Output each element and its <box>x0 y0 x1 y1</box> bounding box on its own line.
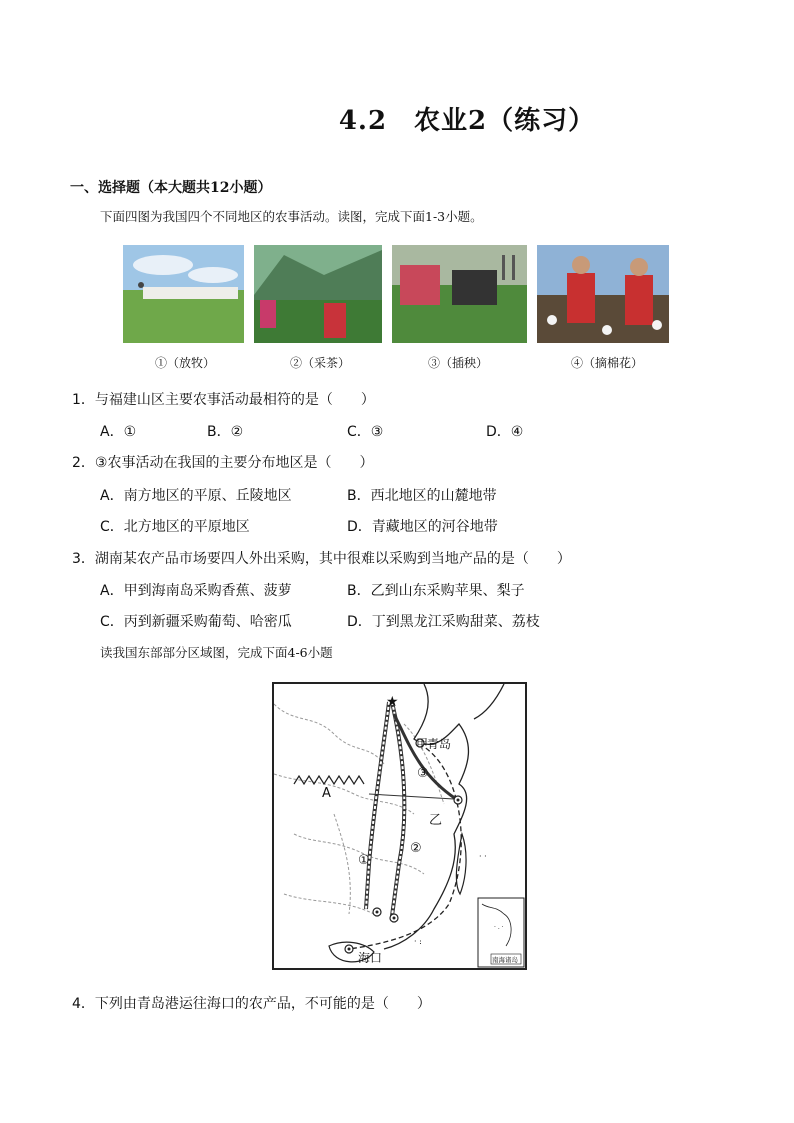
question-1: 1．与福建山区主要农事活动最相符的是（ ） <box>72 392 375 408</box>
svg-text:· . ·: · . · <box>494 924 504 931</box>
caption-1: ①（放牧） <box>154 356 215 370</box>
caption-2: ②（采茶） <box>289 356 350 370</box>
map-label-haikou: 海口 <box>358 951 383 965</box>
photo-rice-planting <box>392 245 527 343</box>
q2-option-a[interactable]: A．南方地区的平原、丘陵地区 <box>100 488 292 504</box>
question-3: 3．湖南某农产品市场要四人外出采购，其中很难以采购到当地产品的是（ ） <box>72 551 571 567</box>
map-label-yi: 乙 <box>429 813 443 828</box>
q2-option-b[interactable]: B．西北地区的山麓地带 <box>347 488 497 504</box>
q1-option-a[interactable]: A．① <box>100 424 137 440</box>
q3-option-c[interactable]: C．丙到新疆采购葡萄、哈密瓜 <box>100 614 292 630</box>
q3-option-a[interactable]: A．甲到海南岛采购香蕉、菠萝 <box>100 583 292 599</box>
q3-option-d[interactable]: D．丁到黑龙江采购甜菜、荔枝 <box>347 614 540 630</box>
map-label-a: A <box>322 786 331 801</box>
photo-grazing <box>123 245 244 343</box>
rice-planting-photo-icon <box>392 245 527 343</box>
tea-picking-photo-icon <box>254 245 382 343</box>
photo-cotton-picking <box>537 245 669 343</box>
photo-tea-picking <box>254 245 382 343</box>
caption-3: ③（插秧） <box>427 356 488 370</box>
q3-option-b[interactable]: B．乙到山东采购苹果、梨子 <box>347 583 525 599</box>
q2-option-c[interactable]: C．北方地区的平原地区 <box>100 519 250 535</box>
map-label-r3: ③ <box>417 766 429 781</box>
section-heading: 一、选择题（本大题共12小题） <box>70 180 272 196</box>
q1-option-b[interactable]: B．② <box>207 424 244 440</box>
map-label-r2: ② <box>410 841 422 856</box>
grazing-photo-icon <box>123 245 244 343</box>
caption-4: ④（摘棉花） <box>570 356 643 370</box>
svg-text:· :: · : <box>414 937 422 946</box>
cotton-picking-photo-icon <box>537 245 669 343</box>
question-2: 2．③农事活动在我国的主要分布地区是（ ） <box>72 455 374 471</box>
inset-label: 南海诸岛 <box>492 956 518 964</box>
intro-text-2: 读我国东部部分区域图，完成下面4-6小题 <box>100 645 333 660</box>
map-drawing <box>274 684 525 968</box>
intro-text-1: 下面四图为我国四个不同地区的农事活动。读图，完成下面1-3小题。 <box>100 209 483 224</box>
q1-option-c[interactable]: C．③ <box>347 424 384 440</box>
map-label-r1: ① <box>358 853 370 868</box>
svg-text:★: ★ <box>386 694 399 710</box>
question-4: 4．下列由青岛港运往海口的农产品，不可能的是（ ） <box>72 996 431 1012</box>
map-label-qingdao: 青岛 <box>427 737 452 751</box>
east-china-map <box>272 682 527 970</box>
map-label-jia: 甲 <box>416 737 429 751</box>
q2-option-d[interactable]: D．青藏地区的河谷地带 <box>347 519 498 535</box>
q1-option-d[interactable]: D．④ <box>486 424 524 440</box>
svg-text:· ·: · · <box>479 852 487 861</box>
page-title: 4.2 农业2（练习） <box>338 106 596 136</box>
